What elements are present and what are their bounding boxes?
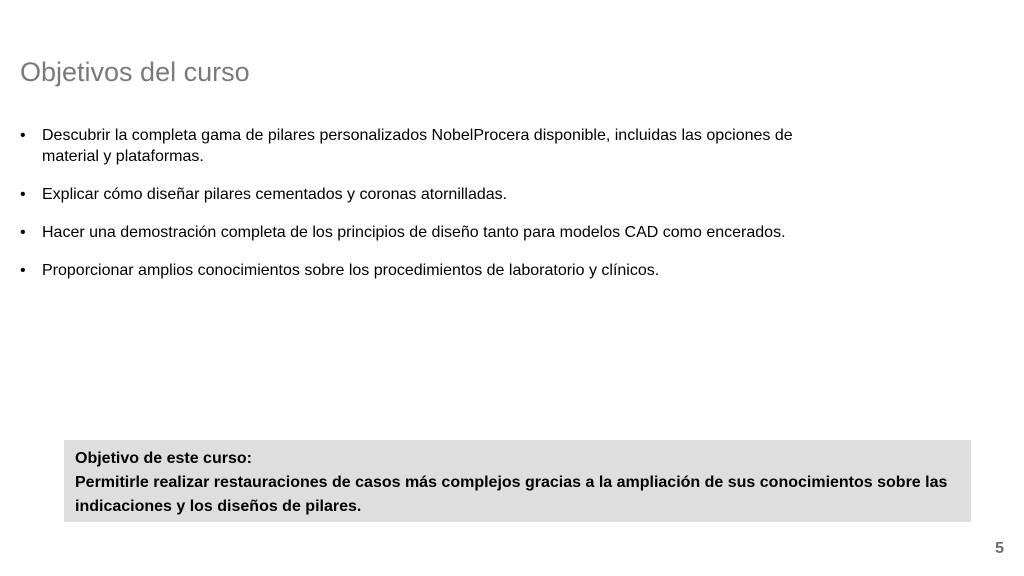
objectives-list [20,125,840,298]
bullet-icon: • [20,224,26,241]
page-number: 5 [995,540,1004,557]
bullet-icon: • [20,127,26,144]
list-item [20,222,840,243]
goal-text: Permitirle realizar restauraciones de casos más complejos gracias a la ampliación de sus conocimientos sobre las indicaciones y los diseños de pilares. [75,474,948,515]
list-item [20,125,840,167]
objective-text: Hacer una demostración completa de los principios de diseño tanto para modelos CAD como encerados. [42,224,786,241]
goal-heading: Objetivo de este curso: [75,450,252,467]
objective-text: Descubrir la completa gama de pilares personalizados NobelProcera disponible, incluidas las opciones de material y plataformas. [42,127,793,165]
bullet-icon: • [20,186,26,203]
bullet-icon: • [20,262,26,279]
list-item [20,260,840,281]
course-goal-box [64,440,971,522]
objective-text: Explicar cómo diseñar pilares cementados y coronas atornilladas. [42,186,508,203]
slide-title: Objetivos del curso [20,57,250,87]
list-item [20,184,840,205]
objective-text: Proporcionar amplios conocimientos sobre los procedimientos de laboratorio y clínicos. [42,262,660,279]
